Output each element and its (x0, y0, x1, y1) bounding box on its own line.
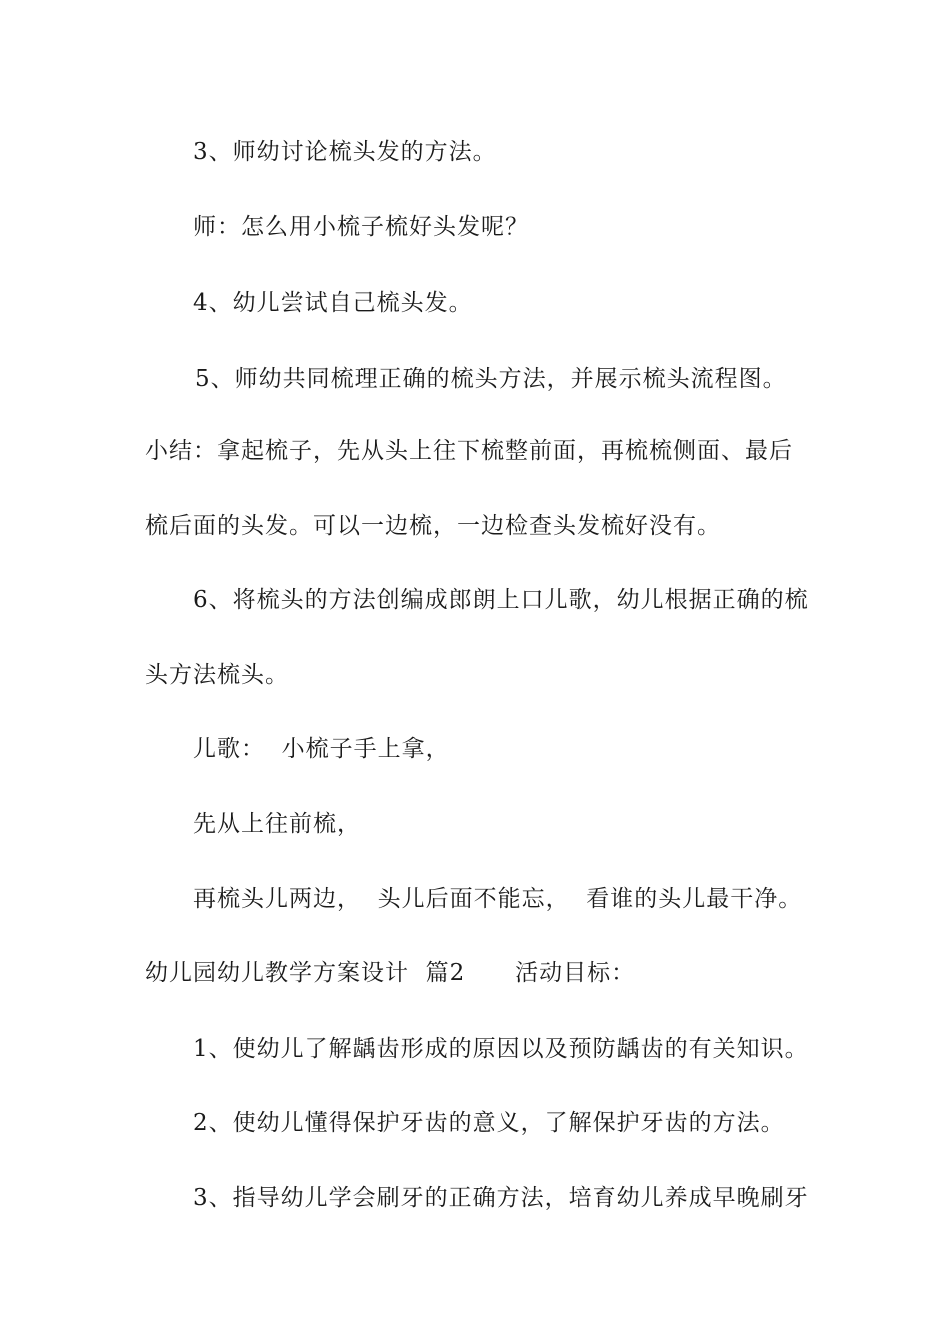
poem-line: 儿歌： 小梳子手上拿， (193, 736, 450, 762)
list-item: 2、使幼儿懂得保护牙齿的意义，了解保护牙齿的方法。 (193, 1110, 785, 1136)
paragraph-line: 6、将梳头的方法创编成郎朗上口儿歌，幼儿根据正确的梳 (193, 587, 809, 613)
poem-line: 先从上往前梳， (193, 811, 361, 837)
paragraph-line: 梳后面的头发。可以一边梳，一边检查头发梳好没有。 (145, 513, 721, 539)
paragraph-line: 小结：拿起梳子，先从头上往下梳整前面，再梳梳侧面、最后 (145, 438, 793, 464)
paragraph-line: 头方法梳头。 (145, 662, 289, 688)
list-item: 3、指导幼儿学会刷牙的正确方法，培育幼儿养成早晚刷牙 (193, 1185, 809, 1211)
section-heading: 幼儿园幼儿教学方案设计 篇2 活动目标： (145, 960, 636, 986)
paragraph-line: 3、师幼讨论梳头发的方法。 (193, 139, 497, 165)
list-item: 1、使幼儿了解龋齿形成的原因以及预防龋齿的有关知识。 (193, 1036, 809, 1062)
poem-line: 再梳头儿两边， 头儿后面不能忘， 看谁的头儿最干净。 (193, 886, 803, 912)
paragraph-line: 5、师幼共同梳理正确的梳头方法，并展示梳头流程图。 (195, 366, 787, 392)
paragraph-line: 4、幼儿尝试自己梳头发。 (193, 290, 473, 316)
paragraph-line: 师：怎么用小梳子梳好头发呢？ (193, 214, 529, 240)
